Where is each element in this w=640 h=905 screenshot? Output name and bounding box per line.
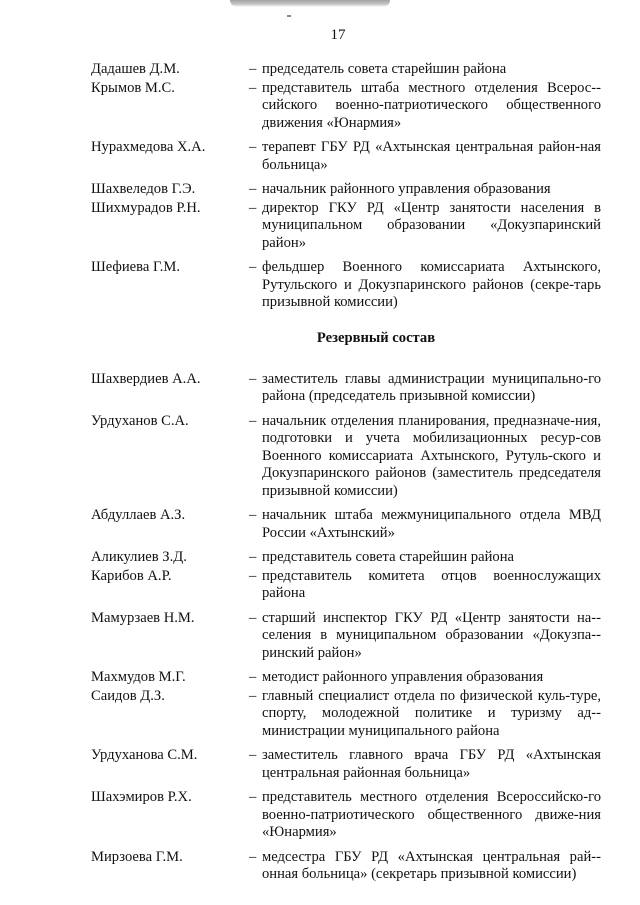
member-role: представитель штаба местного отделения Всерос-сийского военно-патриотического общественного движения «Юнармия» [262, 79, 601, 131]
member-dash: – [249, 609, 257, 626]
member-role: фельдшер Военного комиссариата Ахтынского, Рутульского и Докузпаринского районов (секре-тарь призывной комиссии) [262, 259, 601, 310]
member-dash: – [249, 669, 257, 685]
scan-speck [287, 15, 291, 17]
member-role: представитель местного отделения Всероссийско-го военно-патриотического общественного движе-ния «Юнармия» [262, 789, 601, 840]
member-dash: – [249, 567, 257, 584]
member-name: Шахвердиев А.А. [91, 370, 201, 387]
member-name: Урдуханова С.М. [91, 747, 198, 763]
member-name: Мирзоева Г.М. [91, 848, 183, 865]
member-dash: – [249, 259, 257, 275]
member-entry [91, 371, 601, 406]
member-dash: – [249, 199, 257, 216]
member-role: начальник штаба межмуниципального отдела МВД России «Ахтынский» [262, 507, 601, 541]
member-role: терапевт ГБУ РД «Ахтынская центральная район-ная больница» [262, 139, 601, 173]
member-name: Карибов А.Р. [91, 567, 172, 584]
member-entry [91, 568, 601, 603]
member-dash: – [249, 507, 257, 523]
member-role: заместитель главы администрации муниципально-го района (председатель призывной комиссии) [262, 370, 601, 404]
document-body [91, 61, 601, 884]
member-entry [91, 413, 601, 501]
member-entry [91, 507, 601, 542]
member-entry [91, 80, 601, 133]
member-entry [91, 849, 601, 884]
member-role: главный специалист отдела по физической куль-туре, спорту, молодежной политике и туризму ад-министрации муниципального района [262, 687, 601, 739]
member-role: председатель совета старейшин района [262, 61, 507, 77]
member-role: медсестра ГБУ РД «Ахтынская центральная рай-онная больница» (секретарь призывной комиссии) [262, 848, 601, 882]
member-role: начальник районного управления образования [262, 181, 551, 197]
member-role: директор ГКУ РД «Центр занятости населения в муниципальном образовании «Докузпаринский район» [262, 199, 601, 251]
member-name: Шихмурадов Р.Н. [91, 199, 201, 216]
page-number: 17 [330, 27, 346, 43]
member-name: Шахвеледов Г.Э. [91, 181, 196, 197]
member-dash: – [249, 181, 257, 197]
member-dash: – [249, 549, 257, 565]
member-entry [91, 181, 601, 199]
member-entry [91, 688, 601, 741]
member-entry [91, 200, 601, 253]
member-entry [91, 610, 601, 663]
member-name: Мамурзаев Н.М. [91, 609, 195, 626]
member-entry [91, 259, 601, 312]
member-entry [91, 747, 601, 782]
member-entry [91, 61, 601, 79]
member-entry [91, 669, 601, 687]
member-role: методист районного управления образования [262, 669, 544, 685]
member-dash: – [249, 789, 257, 805]
member-name: Саидов Д.З. [91, 687, 165, 704]
member-role: представитель совета старейшин района [262, 549, 514, 565]
member-entry [91, 549, 601, 567]
reserve-section-title: Резервный состав [316, 329, 436, 346]
member-dash: – [249, 747, 257, 763]
scan-artifact [230, 0, 390, 7]
member-dash: – [249, 848, 257, 865]
member-entry [91, 139, 601, 174]
member-name: Шахэмиров Р.Х. [91, 789, 192, 805]
member-dash: – [249, 79, 257, 96]
member-dash: – [249, 412, 257, 429]
reserve-members-list [91, 371, 601, 884]
member-role: начальник отделения планирования, предназначе-ния, подготовки и учета мобилизационных ресур-сов Военного комиссариата Ахтынского, Рутуль-ского и Докузпаринского районов (заместитель председателя призывной комиссии) [262, 412, 601, 499]
member-name: Махмудов М.Г. [91, 669, 186, 685]
member-name: Крымов М.С. [91, 79, 175, 96]
member-role: заместитель главного врача ГБУ РД «Ахтынская центральная районная больница» [262, 747, 601, 781]
member-dash: – [249, 370, 257, 387]
member-name: Нурахмедова Х.А. [91, 139, 206, 155]
member-dash: – [249, 687, 257, 704]
member-name: Урдуханов С.А. [91, 412, 189, 429]
main-members-list [91, 61, 601, 312]
member-role: старший инспектор ГКУ РД «Центр занятости на-селения в муниципальном образовании «Докузпа-ринский район» [262, 609, 601, 661]
member-name: Дадашев Д.М. [91, 61, 180, 77]
member-dash: – [249, 61, 257, 77]
member-name: Аликулиев З.Д. [91, 549, 187, 565]
member-role: представитель комитета отцов военнослужащих района [262, 567, 601, 601]
member-name: Шефиева Г.М. [91, 259, 181, 275]
member-dash: – [249, 139, 257, 155]
member-name: Абдуллаев А.З. [91, 507, 186, 523]
member-entry [91, 789, 601, 842]
